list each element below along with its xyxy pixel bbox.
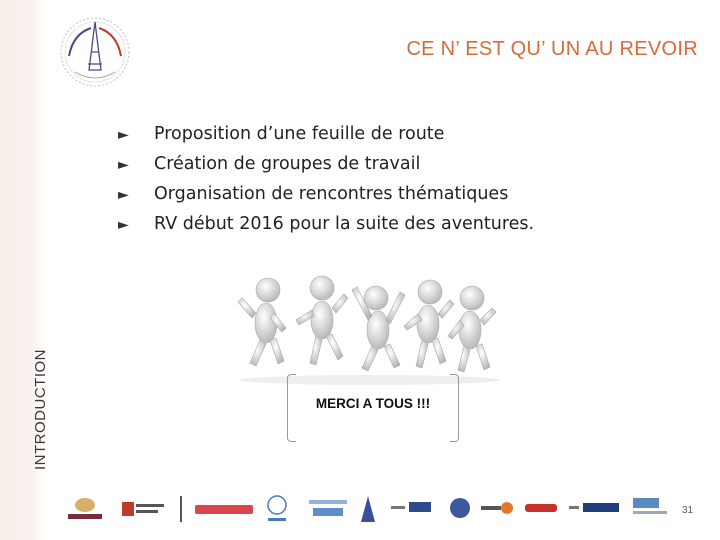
bullet-item: ► Organisation de rencontres thématiques bbox=[118, 180, 534, 210]
partner-logo bbox=[194, 492, 256, 526]
merci-box bbox=[287, 374, 459, 440]
partner-logo bbox=[60, 492, 110, 526]
triangle-right-icon: ► bbox=[118, 187, 129, 203]
jumping-figures-illustration bbox=[200, 268, 500, 388]
right-bracket bbox=[450, 374, 459, 442]
partner-logo bbox=[390, 492, 440, 526]
partner-logo bbox=[448, 492, 472, 526]
slide-title: CE N’ EST QU’ UN AU REVOIR bbox=[406, 38, 698, 60]
partner-logo bbox=[304, 492, 352, 526]
partner-logo bbox=[522, 492, 562, 526]
partner-logo bbox=[358, 492, 378, 526]
merci-text: MERCI A TOUS !!! bbox=[315, 396, 431, 411]
bullet-item: ► Proposition d’une feuille de route bbox=[118, 120, 534, 150]
partner-logo bbox=[630, 492, 670, 526]
bullet-list bbox=[118, 120, 534, 240]
triangle-right-icon: ► bbox=[118, 217, 129, 233]
partner-logo bbox=[176, 492, 186, 526]
section-label: INTRODUCTION bbox=[32, 349, 49, 470]
bullet-item: ► RV début 2016 pour la suite des aventures. bbox=[118, 210, 534, 240]
page-number: 31 bbox=[682, 505, 694, 516]
triangle-right-icon: ► bbox=[118, 157, 129, 173]
partner-logo bbox=[120, 492, 166, 526]
bullet-item: ► Création de groupes de travail bbox=[118, 150, 534, 180]
triangle-right-icon: ► bbox=[118, 127, 129, 143]
partner-logo bbox=[568, 492, 622, 526]
partner-logo bbox=[480, 492, 516, 526]
partner-logos-bar bbox=[60, 492, 670, 532]
sorbonne-paris-cite-logo bbox=[55, 12, 135, 92]
partner-logo bbox=[263, 492, 291, 526]
